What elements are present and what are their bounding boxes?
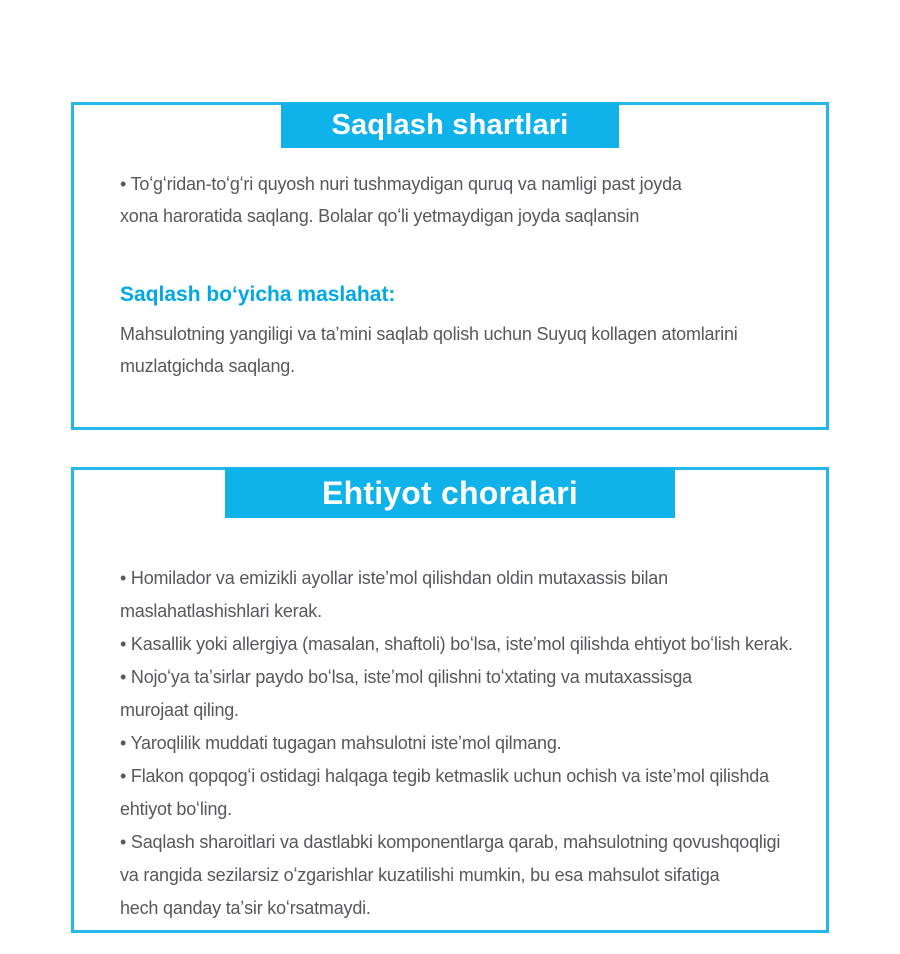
text-line: • Saqlash sharoitlari va dastlabki komponentlarga qarab, mahsulotning qovushqoqligi bbox=[120, 832, 781, 852]
text-line: • Yaroqlilik muddati tugagan mahsulotni isteʼmol qilmang. bbox=[120, 733, 562, 753]
precautions-section bbox=[71, 467, 829, 933]
storage-conditions-section bbox=[71, 102, 829, 430]
text-line: Mahsulotning yangiligi va taʼmini saqlab qolish uchun Suyuq kollagen atomlarini bbox=[120, 324, 738, 344]
text-line: ehtiyot boʻling. bbox=[120, 799, 232, 819]
precautions-bullet-list bbox=[120, 562, 820, 925]
text-line: • Flakon qopqogʻi ostidagi halqaga tegib ketmaslik uchun ochish va isteʼmol qilishda bbox=[120, 766, 769, 786]
text-line: va rangida sezilarsiz oʻzgarishlar kuzatilishi mumkin, bu esa mahsulot sifatiga bbox=[120, 865, 720, 885]
storage-advice-subtitle: Saqlash boʻyicha maslahat: bbox=[120, 283, 396, 306]
text-line: • Homilador va emizikli ayollar isteʼmol qilishdan oldin mutaxassis bilan bbox=[120, 568, 668, 588]
text-line: hech qanday taʼsir koʻrsatmaydi. bbox=[120, 898, 371, 918]
text-line: xona haroratida saqlang. Bolalar qoʻli yetmaydigan joyda saqlansin bbox=[120, 206, 640, 226]
text-line: muzlatgichda saqlang. bbox=[120, 356, 295, 376]
text-line: maslahatlashishlari kerak. bbox=[120, 601, 322, 621]
storage-conditions-content bbox=[74, 105, 826, 427]
storage-advice-paragraph bbox=[120, 318, 820, 382]
storage-bullet-list bbox=[120, 168, 820, 232]
precautions-content bbox=[74, 470, 826, 930]
text-line: murojaat qiling. bbox=[120, 700, 239, 720]
precautions-title: Ehtiyot choralari bbox=[322, 474, 578, 511]
text-line: • Toʻgʻridan-toʻgʻri quyosh nuri tushmaydigan quruq va namligi past joyda bbox=[120, 174, 682, 194]
text-line: • Kasallik yoki allergiya (masalan, shaftoli) boʻlsa, isteʼmol qilishda ehtiyot boʻlish kerak. bbox=[120, 634, 793, 654]
storage-conditions-title: Saqlash shartlari bbox=[331, 109, 569, 141]
text-line: • Nojoʻya taʼsirlar paydo boʻlsa, isteʼmol qilishni toʻxtating va mutaxassisga bbox=[120, 667, 692, 687]
